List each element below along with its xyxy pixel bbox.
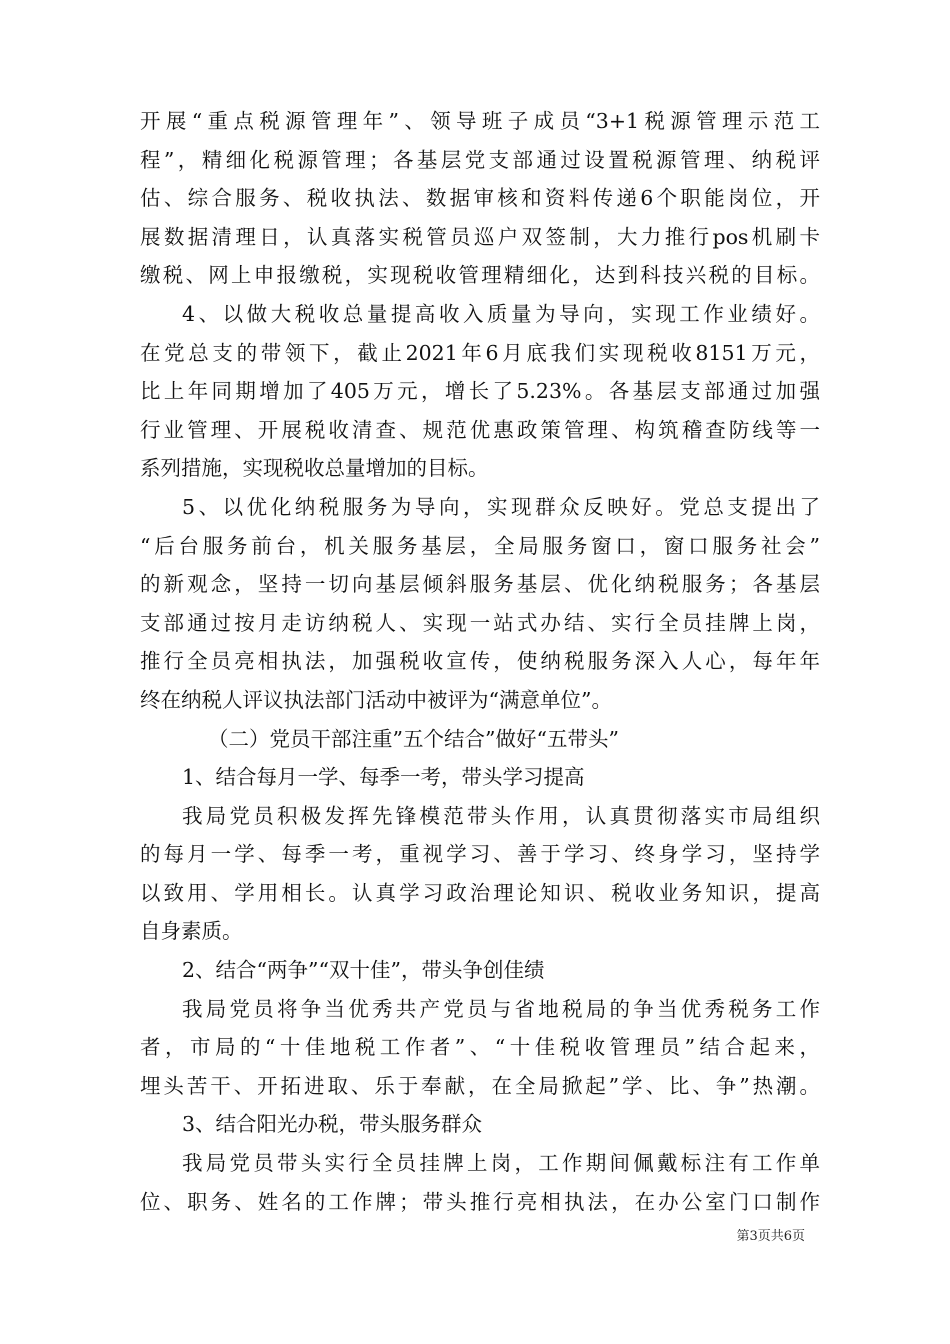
text-line: 终在纳税人评议执法部门活动中被评为“满意单位”。 (140, 687, 612, 712)
text-line: 系列措施，实现税收总量增加的目标。 (140, 456, 489, 481)
text-line: 以致用、学用相长。认真学习政治理论知识、税收业务知识，提高 (140, 880, 820, 905)
text-line: 估、综合服务、税收执法、数据审核和资料传递6个职能岗位，开 (140, 186, 820, 211)
text-line: 我局党员将争当优秀共产党员与省地税局的争当优秀税务工作 (182, 996, 820, 1021)
section-heading: （二）党员干部注重”五个结合”做好“五带头” (208, 726, 619, 751)
text-line: 比上年同期增加了405万元，增长了5.23%。各基层支部通过加强 (140, 379, 820, 404)
text-line: 自身素质。 (140, 919, 243, 944)
text-line: 5、以优化纳税服务为导向，实现群众反映好。党总支提出了 (182, 494, 820, 519)
body-text (140, 102, 820, 1221)
text-line: 的新观念，坚持一切向基层倾斜服务基层、优化纳税服务；各基层 (140, 572, 820, 597)
text-line: 1、结合每月一学、每季一考，带头学习提高 (182, 765, 585, 790)
text-line: 支部通过按月走访纳税人、实现一站式办结、实行全员挂牌上岗， (140, 610, 820, 635)
text-line: 缴税、网上申报缴税，实现税收管理精细化，达到科技兴税的目标。 (140, 263, 820, 288)
text-line: 4、以做大税收总量提高收入质量为导向，实现工作业绩好。 (182, 301, 820, 326)
text-line: 的每月一学、每季一考，重视学习、善于学习、终身学习，坚持学 (140, 842, 820, 867)
text-line: 2、结合“两争”“双十佳”，带头争创佳绩 (182, 958, 545, 983)
text-line: 埋头苦干、开拓进取、乐于奉献，在全局掀起”学、比、争”热潮。 (140, 1073, 820, 1098)
text-line: 位、职务、姓名的工作牌；带头推行亮相执法，在办公室门口制作 (140, 1189, 820, 1214)
text-line: 3、结合阳光办税，带头服务群众 (182, 1112, 483, 1137)
text-line: 在党总支的带领下，截止2021年6月底我们实现税收8151万元， (140, 340, 820, 365)
text-line: “后台服务前台，机关服务基层，全局服务窗口，窗口服务社会” (140, 533, 820, 558)
text-line: 行业管理、开展税收清查、规范优惠政策管理、构筑稽查防线等一 (140, 417, 820, 442)
text-line: 开展“重点税源管理年”、领导班子成员“3+1税源管理示范工 (140, 109, 820, 133)
text-line: 我局党员带头实行全员挂牌上岗，工作期间佩戴标注有工作单 (182, 1151, 820, 1176)
text-line: 我局党员积极发挥先锋模范带头作用，认真贯彻落实市局组织 (182, 803, 820, 828)
page-number-footer: 第3页共6页 (736, 1229, 805, 1244)
text-line: 展数据清理日，认真落实税管员巡户双签制，大力推行pos机刷卡 (140, 224, 820, 249)
text-line: 推行全员亮相执法，加强税收宣传，使纳税服务深入人心，每年年 (140, 649, 820, 674)
text-line: 程”，精细化税源管理；各基层党支部通过设置税源管理、纳税评 (140, 147, 820, 172)
text-line: 者，市局的“十佳地税工作者”、“十佳税收管理员”结合起来， (140, 1035, 820, 1060)
